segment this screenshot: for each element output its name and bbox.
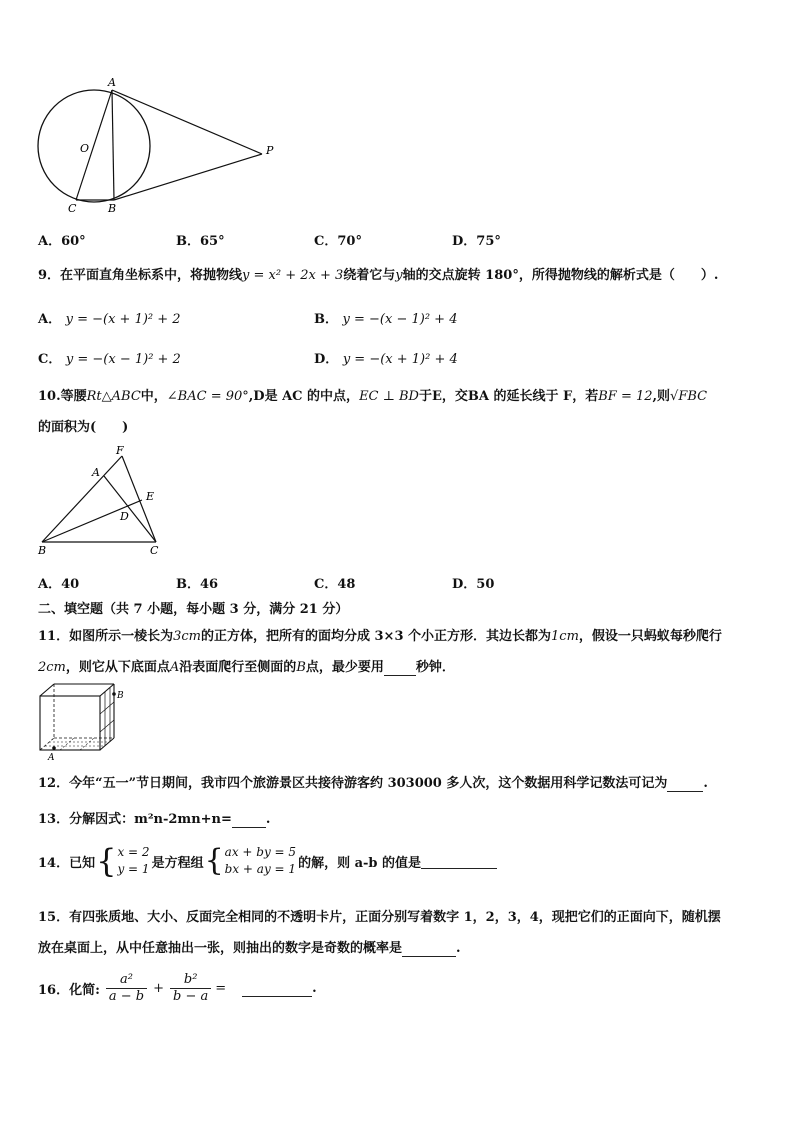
q16-fraction-1: $\frac{\text{a²}}{a - b}$ <box>106 972 147 1005</box>
q8-option-b: B．65° <box>176 234 225 249</box>
q15-question-line1: 15．有四张质地、大小、反面完全相同的不透明卡片，正面分别写着数字 1，2，3，4，现把它们的正面向下，随机摆 <box>38 910 721 925</box>
q16-question: 16．化简: $\frac{\text{a²}}{a - b}$ + $\frac{\text{b²}}{b - a}$ = . <box>38 972 317 1004</box>
q9-option-c: C． y = −(x − 1)² + 2 <box>38 352 181 367</box>
q11-label-a: A <box>48 753 55 762</box>
q16-fraction-2: $\frac{\text{b²}}{b - a}$ <box>170 972 211 1005</box>
q8-option-c: C．70° <box>314 234 362 249</box>
q8-label-a: A <box>108 76 116 89</box>
q14-answer-blank[interactable] <box>421 853 497 869</box>
q9-text-b: 绕着它与 <box>343 268 396 283</box>
q9-text-c: 轴的交点旋转 180°，所得抛物线的解析式是（ ）. <box>402 268 719 283</box>
q8-option-d: D．75° <box>452 234 501 249</box>
q10-option-a: A．40 <box>38 577 80 592</box>
q9-text-a: 9．在平面直角坐标系中，将抛物线 <box>38 268 243 283</box>
q11-cube-figure <box>34 680 134 762</box>
q15-question-line2: 放在桌面上，从中任意抽出一张，则抽出的数字是奇数的概率是 . <box>38 941 461 956</box>
q11-question-line2: 2cm，则它从下底面点A沿表面爬行至侧面的B点，最少要用 秒钟． <box>38 660 455 675</box>
q10-option-d: D．50 <box>452 577 495 592</box>
q12-answer-blank[interactable] <box>667 776 703 792</box>
section-2-heading: 二、填空题（共 7 小题，每小题 3 分，满分 21 分） <box>38 602 349 617</box>
q15-answer-blank[interactable] <box>402 941 456 957</box>
q11-question-line1: 11．如图所示一棱长为3cm的正方体，把所有的面均分成 3×3 个小正方形．其边长都为1cm，假设一只蚂蚁每秒爬行 <box>38 629 722 644</box>
q9-question <box>38 264 718 283</box>
q10-label-b: B <box>38 544 47 557</box>
q8-label-b: B <box>108 202 117 215</box>
q9-option-a: A． y = −(x + 1)² + 2 <box>38 312 181 327</box>
q13-answer-blank[interactable] <box>232 812 266 828</box>
q11-answer-blank[interactable] <box>384 660 416 676</box>
q12-question: 12．今年“五一”节日期间，我市四个旅游景区共接待游客约 303000 多人次，这个数据用科学记数法可记为 . <box>38 776 708 791</box>
q13-question: 13．分解因式：m²n-2mn+n= . <box>38 812 271 827</box>
q8-label-o: O <box>80 142 90 155</box>
q8-label-p: P <box>266 144 274 157</box>
q8-circle-figure <box>30 70 290 220</box>
q9-option-d: D． y = −(x + 1)² + 4 <box>314 352 458 367</box>
q10-option-c: C．48 <box>314 577 356 592</box>
q11-label-b: B <box>117 691 124 701</box>
q9-option-b: B． y = −(x − 1)² + 4 <box>314 312 458 327</box>
q10-label-c: C <box>150 544 159 557</box>
q10-label-d: D <box>120 510 129 523</box>
q16-answer-blank[interactable] <box>242 981 312 997</box>
q8-label-c: C <box>68 202 77 215</box>
q10-triangle-figure <box>30 444 180 559</box>
q8-option-a: A．60° <box>38 234 86 249</box>
q10-question-line2: 的面积为( ) <box>38 420 129 435</box>
q10-label-a: A <box>92 466 100 479</box>
q9-y-axis: y <box>395 268 403 283</box>
q10-label-f: F <box>116 444 124 457</box>
q14-question: 14．已知 { x = 2 y = 1 是方程组 { ax + by = 5 bx + ay = 1 的解，则 a-b 的值是 <box>38 844 497 878</box>
q10-question-line1: 10.等腰Rt△ABC中，∠BAC = 90°,D是 AC 的中点，EC ⊥ BD于E，交BA 的延长线于 F，若BF = 12,则√FBC <box>38 389 708 404</box>
q9-equation: y = x² + 2x + 3 <box>242 268 344 283</box>
q10-label-e: E <box>146 490 155 503</box>
q10-option-b: B．46 <box>176 577 219 592</box>
